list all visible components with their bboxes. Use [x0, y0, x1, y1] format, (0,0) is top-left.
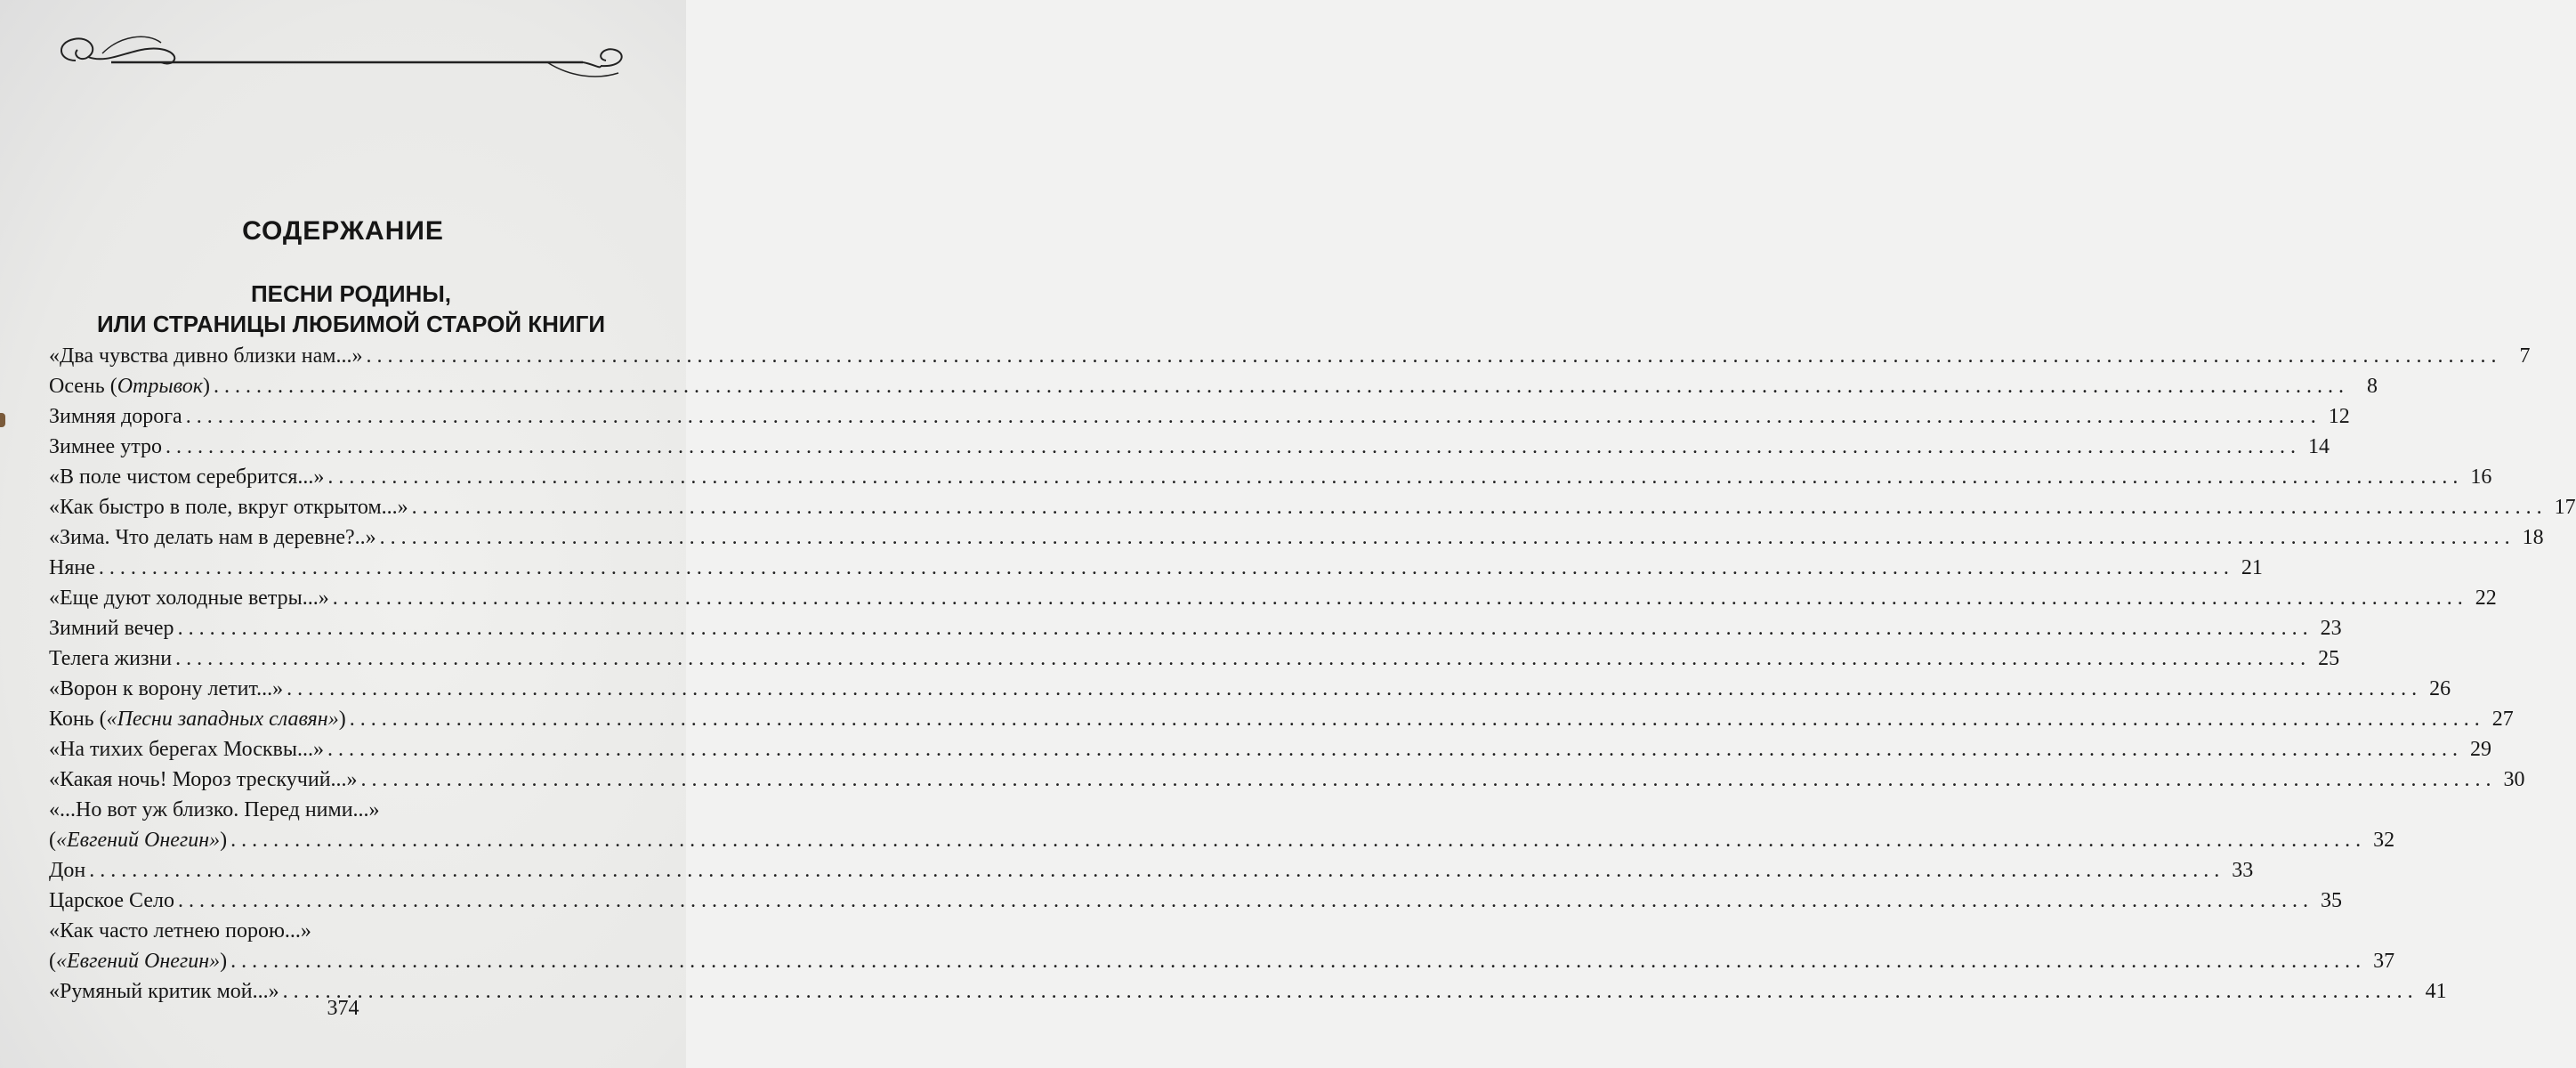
toc-entry-page-number: 26 — [2429, 677, 2451, 700]
toc-entry-title — [49, 674, 283, 704]
toc-leader-dots: ........................................................................................................................................................................................................ — [287, 677, 2423, 700]
toc-leader-dots: ........................................................................................................................................................................................................ — [177, 617, 2314, 640]
toc-entry-text: Конь ( — [49, 708, 107, 731]
toc-leader-dots: ........................................................................................................................................................................................................ — [230, 829, 2367, 852]
toc-entry-title — [49, 432, 162, 462]
page-number: 374 — [327, 997, 359, 1020]
toc-leader-dots: ........................................................................................................................................................................................................ — [185, 405, 2322, 428]
toc-leader-dots: ........................................................................................................................................................................................................ — [327, 465, 2464, 489]
toc-leader-dots: ........................................................................................................................................................................................................ — [349, 708, 2485, 731]
toc-entry-text: «Два чувства дивно близки нам...» — [49, 344, 363, 368]
toc-entry[interactable] — [49, 734, 2491, 765]
toc-entry-page-number: 27 — [2491, 708, 2514, 731]
toc-entry-title — [49, 583, 329, 613]
toc-entry-page-number: 7 — [2519, 344, 2531, 368]
toc-entry-text: Зимний вечер — [49, 617, 174, 640]
toc-entry-title — [49, 855, 85, 886]
toc-entry[interactable] — [49, 553, 2263, 583]
toc-entry[interactable] — [49, 916, 2395, 976]
toc-entry-text: Няне — [49, 556, 95, 579]
toc-entry-row — [49, 734, 2491, 765]
toc-entry-row — [49, 674, 2451, 704]
toc-leader-dots: ........................................................................................................................................................................................................ — [366, 344, 2502, 368]
toc-entry-page-number: 32 — [2373, 829, 2395, 852]
contents-title: СОДЕРЖАНИЕ — [242, 216, 444, 246]
toc-entry[interactable] — [49, 704, 2514, 734]
toc-entry-row — [49, 765, 2525, 795]
toc-entry-title — [49, 765, 358, 795]
toc-leader-dots: ........................................................................................................................................................................................................ — [177, 889, 2314, 912]
toc-entry[interactable] — [49, 886, 2342, 916]
toc-entry-text: «Еще дуют холодные ветры...» — [49, 587, 329, 610]
toc-leader-dots: ........................................................................................................................................................................................................ — [282, 980, 2419, 1003]
toc-entry-title — [49, 401, 182, 432]
toc-entry-text: «Ворон к ворону летит...» — [49, 677, 284, 700]
toc-entry-text: Зимняя дорога — [49, 405, 182, 428]
toc-entry-page-number: 29 — [2469, 738, 2491, 761]
toc-entry-page-number: 21 — [2241, 556, 2263, 579]
toc-entry-row — [49, 946, 2395, 976]
toc-entry-row — [49, 522, 2544, 553]
toc-entry-page-number: 25 — [2318, 647, 2340, 670]
toc-entry-text: «Румяный критик мой...» — [49, 980, 279, 1003]
toc-entry-text: «Как быстро в поле, вкруг открытом...» — [49, 496, 408, 519]
toc-entry-row — [49, 401, 2350, 432]
toc-entry-page-number: 23 — [2320, 617, 2342, 640]
toc-entry-title — [49, 341, 362, 371]
toc-entry-row — [49, 341, 2531, 371]
toc-entry-title — [49, 553, 95, 583]
toc-entry[interactable] — [49, 462, 2492, 492]
toc-entry-title — [49, 371, 210, 401]
toc-entry-text: ( — [49, 829, 56, 852]
toc-entry[interactable] — [49, 401, 2350, 432]
toc-entry-text: Осень ( — [49, 375, 117, 398]
toc-entry-page-number: 30 — [2503, 768, 2525, 791]
toc-entry-page-number: 17 — [2554, 496, 2576, 519]
toc-entry[interactable] — [49, 795, 2395, 855]
toc-entry[interactable] — [49, 583, 2497, 613]
toc-entry-page-number: 22 — [2475, 587, 2497, 610]
toc-entry-page-number: 12 — [2328, 405, 2350, 428]
toc-entry-italic: «Евгений Онегин» — [56, 950, 221, 973]
toc-entry-row — [49, 643, 2340, 674]
section-heading — [0, 279, 686, 339]
toc-entry-row — [49, 553, 2263, 583]
toc-entry-row — [49, 583, 2497, 613]
toc-entry-row — [49, 462, 2492, 492]
toc-entry-title — [49, 643, 172, 674]
toc-entry-title — [49, 613, 174, 643]
page-edge-mark — [0, 413, 5, 427]
section-heading-line2: ИЛИ СТРАНИЦЫ ЛЮБИМОЙ СТАРОЙ КНИГИ — [96, 311, 606, 337]
toc-entry[interactable] — [49, 522, 2544, 553]
toc-entry-title-cont — [49, 825, 227, 855]
toc-entry-row — [49, 371, 2378, 401]
toc-leader-dots: ........................................................................................................................................................................................................ — [327, 738, 2463, 761]
toc-entry-page-number: 16 — [2470, 465, 2492, 489]
toc-entry[interactable] — [49, 371, 2378, 401]
toc-entry-page-number: 37 — [2373, 950, 2395, 973]
toc-entry-title: «Как часто летнею порою...» — [49, 919, 311, 943]
toc-entry-row — [49, 825, 2395, 855]
toc-entry[interactable] — [49, 674, 2451, 704]
table-of-contents — [49, 341, 2576, 1007]
toc-entry[interactable] — [49, 432, 2330, 462]
toc-entry-page-number: 41 — [2425, 980, 2447, 1003]
toc-leader-dots: ........................................................................................................................................................................................................ — [411, 496, 2548, 519]
toc-entry-title: «...Но вот уж близко. Перед ними...» — [49, 798, 380, 821]
toc-leader-dots: ........................................................................................................................................................................................................ — [213, 375, 2349, 398]
toc-entry-text: Зимнее утро — [49, 435, 162, 458]
toc-leader-dots: ........................................................................................................................................................................................................ — [230, 950, 2367, 973]
toc-entry-page-number: 14 — [2307, 435, 2330, 458]
toc-leader-dots: ........................................................................................................................................................................................................ — [360, 768, 2497, 791]
toc-entry-row — [49, 492, 2576, 522]
toc-entry-page-number: 18 — [2522, 526, 2544, 549]
toc-entry-text: Дон — [49, 859, 86, 882]
toc-entry-text: Телега жизни — [49, 647, 173, 670]
toc-entry-title — [49, 704, 346, 734]
toc-leader-dots: ........................................................................................................................................................................................................ — [332, 587, 2468, 610]
toc-entry-row — [49, 432, 2330, 462]
toc-entry-title — [49, 462, 324, 492]
toc-entry-text: ) — [202, 375, 210, 398]
toc-entry[interactable] — [49, 613, 2342, 643]
toc-entry-text: «Зима. Что делать нам в деревне?..» — [49, 526, 376, 549]
toc-entry-page-number: 35 — [2320, 889, 2342, 912]
toc-entry-row — [49, 704, 2514, 734]
toc-entry-title-cont — [49, 946, 227, 976]
toc-entry-italic: «Евгений Онегин» — [56, 829, 221, 852]
toc-entry-text: ( — [49, 950, 56, 973]
toc-entry-page-number: 33 — [2232, 859, 2254, 882]
toc-entry-text: ) — [220, 950, 228, 973]
toc-entry-title — [49, 492, 408, 522]
toc-entry-text: «Какая ночь! Мороз трескучий...» — [49, 768, 358, 791]
toc-entry[interactable] — [49, 765, 2525, 795]
toc-entry-text: «На тихих берегах Москвы...» — [49, 738, 324, 761]
toc-leader-dots: ........................................................................................................................................................................................................ — [379, 526, 2515, 549]
toc-entry-text: Царское Село — [49, 889, 174, 912]
toc-entry-title — [49, 886, 174, 916]
toc-leader-dots: ........................................................................................................................................................................................................ — [89, 859, 2225, 882]
toc-entry[interactable] — [49, 492, 2576, 522]
toc-entry-row — [49, 855, 2254, 886]
toc-entry-text: ) — [220, 829, 228, 852]
section-heading-line1: ПЕСНИ РОДИНЫ, — [250, 280, 452, 307]
toc-entry-row — [49, 886, 2342, 916]
toc-entry-title — [49, 734, 324, 765]
toc-entry-italic: «Песни западных славян» — [106, 708, 339, 731]
toc-entry-text: ) — [338, 708, 346, 731]
toc-entry-italic: Отрывок — [117, 375, 203, 398]
toc-entry[interactable] — [49, 855, 2254, 886]
toc-leader-dots: ........................................................................................................................................................................................................ — [165, 435, 2301, 458]
toc-leader-dots: ........................................................................................................................................................................................................ — [175, 647, 2312, 670]
toc-entry[interactable] — [49, 341, 2531, 371]
decorative-flourish-icon — [49, 27, 641, 85]
toc-entry-title — [49, 522, 376, 553]
toc-leader-dots: ........................................................................................................................................................................................................ — [98, 556, 2234, 579]
toc-entry[interactable] — [49, 643, 2340, 674]
toc-entry-text: «В поле чистом серебрится...» — [49, 465, 325, 489]
toc-entry-row — [49, 613, 2342, 643]
toc-entry-page-number: 8 — [2366, 375, 2378, 398]
